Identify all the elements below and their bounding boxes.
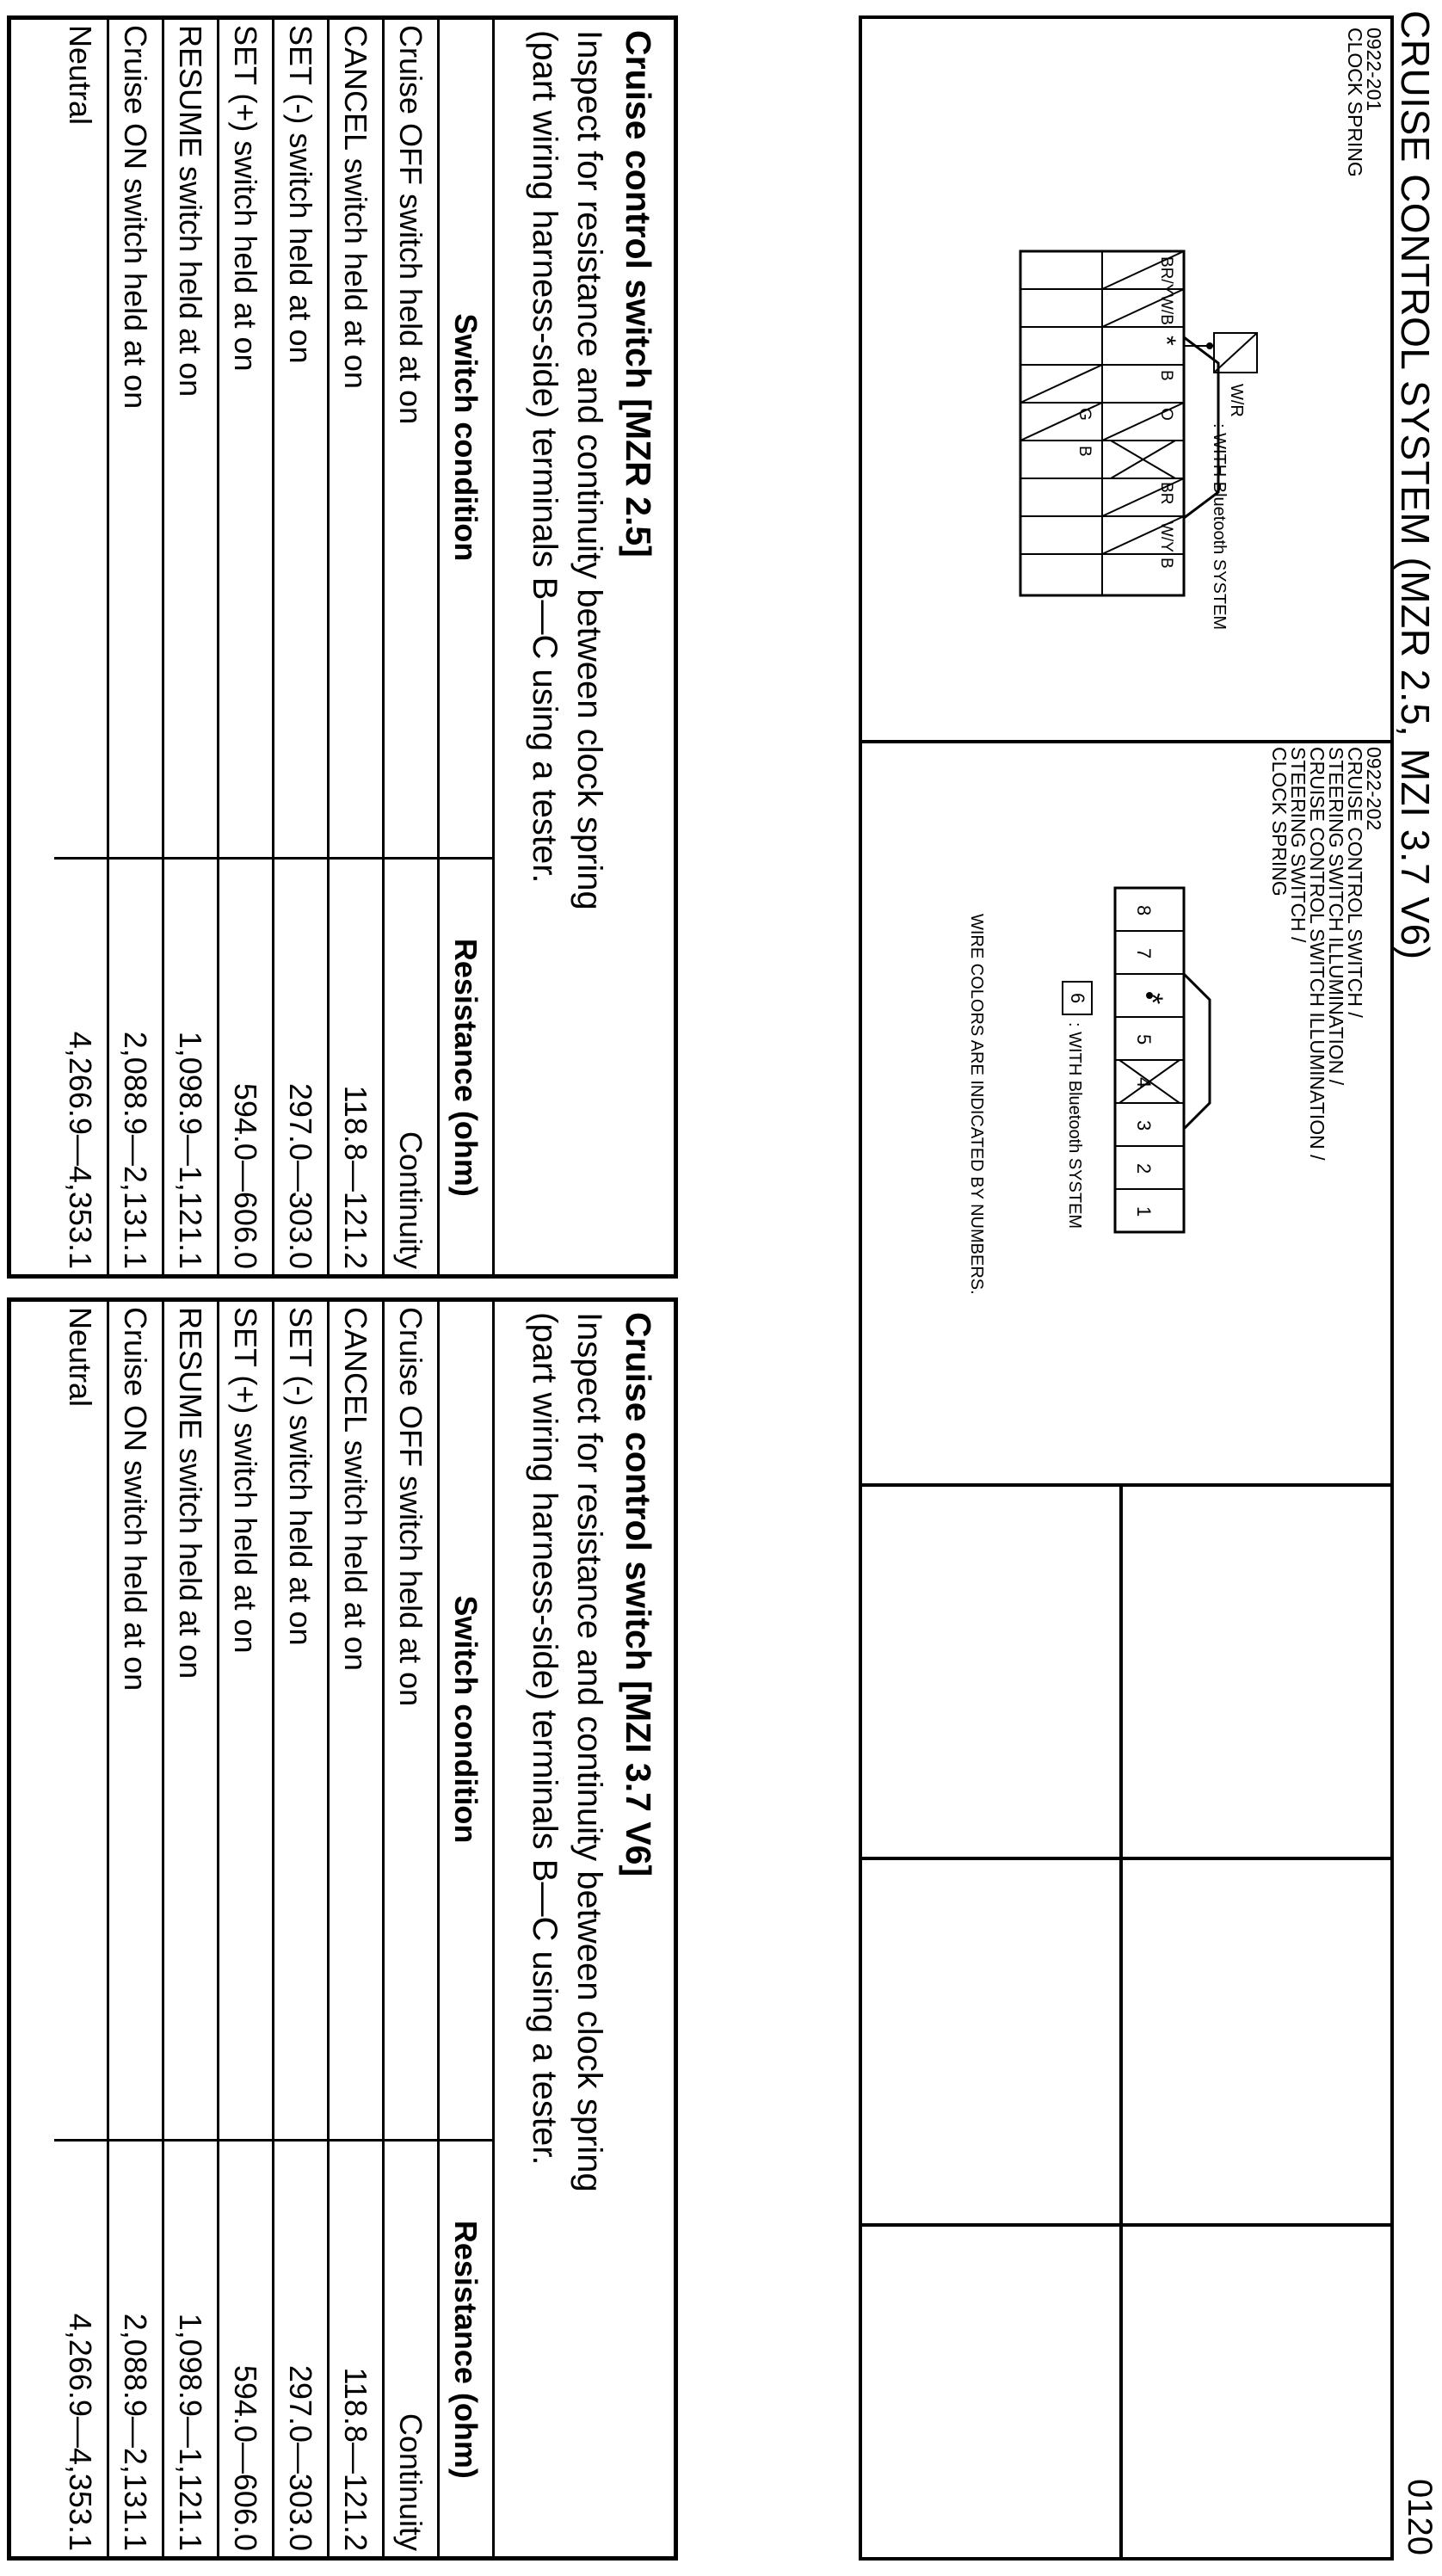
pin-number: * bbox=[1136, 993, 1168, 1005]
wire-label: * bbox=[1152, 336, 1180, 346]
switch-condition-cell: RESUME switch held at on bbox=[163, 1299, 219, 2141]
table-row bbox=[329, 17, 384, 1278]
connector-code: 0922-201 bbox=[1363, 28, 1385, 112]
switch-condition-cell: RESUME switch held at on bbox=[163, 17, 219, 859]
column-header: Resistance (ohm) bbox=[439, 858, 494, 1277]
switch-connector-diagram bbox=[1098, 862, 1218, 1258]
divider bbox=[1119, 1483, 1123, 2557]
pin-box bbox=[1062, 981, 1093, 1015]
connector-name-line: STEERING SWITCH ILLUMINATION / bbox=[1325, 747, 1347, 1086]
wire-label: O bbox=[1157, 408, 1175, 421]
switch-condition-cell: SET (+) switch held at on bbox=[219, 1299, 274, 2141]
switch-condition-cell: Neutral bbox=[54, 17, 108, 859]
table-row bbox=[219, 17, 274, 1278]
wire-label: B bbox=[1157, 558, 1175, 569]
resistance-table bbox=[54, 1297, 495, 2561]
resistance-cell: 2,088.9—2,131.1 bbox=[108, 2140, 163, 2559]
wire-label: W/B bbox=[1157, 294, 1175, 325]
connector-code: 0922-202 bbox=[1363, 747, 1385, 831]
panel-title: Cruise control switch [MZI 3.7 V6] bbox=[619, 1312, 658, 1877]
resistance-cell: 297.0—303.0 bbox=[274, 858, 329, 1277]
table-row bbox=[329, 1299, 384, 2560]
resistance-cell: Continuity bbox=[384, 858, 439, 1277]
panel-instruction: Inspect for resistance and continuity between clock spring bbox=[570, 1312, 608, 2192]
switch-condition-cell: SET (-) switch held at on bbox=[274, 17, 329, 859]
table-row bbox=[274, 17, 329, 1278]
divider bbox=[862, 2223, 1390, 2227]
table-row bbox=[108, 17, 163, 1278]
panel-instruction: (part wiring harness-side) terminals B—C using a tester. bbox=[526, 30, 564, 884]
table-row bbox=[54, 1299, 108, 2560]
pin-number: 5 bbox=[1133, 1034, 1155, 1045]
pin-number: 7 bbox=[1133, 948, 1155, 959]
table-row bbox=[163, 17, 219, 1278]
pin-number: 1 bbox=[1133, 1206, 1155, 1217]
resistance-cell: 4,266.9—4,353.1 bbox=[54, 2140, 108, 2559]
table-row bbox=[384, 1299, 439, 2560]
wire-label: G bbox=[1075, 408, 1094, 421]
divider bbox=[862, 740, 1390, 743]
connector-name-line: CRUISE CONTROL SWITCH ILLUMINATION / bbox=[1306, 747, 1328, 1161]
resistance-table bbox=[54, 15, 495, 1279]
switch-condition-cell: CANCEL switch held at on bbox=[329, 1299, 384, 2141]
spec-panel-mzr25 bbox=[7, 15, 678, 1279]
switch-condition-cell: Cruise ON switch held at on bbox=[108, 1299, 163, 2141]
pin-box-number: 6 bbox=[1067, 993, 1088, 1004]
pin-number: 3 bbox=[1133, 1120, 1155, 1131]
switch-condition-cell: SET (-) switch held at on bbox=[274, 1299, 329, 2141]
wire-label: W/R bbox=[1227, 384, 1246, 417]
resistance-cell: 118.8—121.2 bbox=[329, 858, 384, 1277]
resistance-cell: 2,088.9—2,131.1 bbox=[108, 858, 163, 1277]
table-header-row bbox=[439, 17, 494, 1278]
wire-label: BR bbox=[1157, 482, 1175, 505]
table-header-row bbox=[439, 1299, 494, 2560]
switch-condition-cell: SET (+) switch held at on bbox=[219, 17, 274, 859]
switch-condition-cell: Cruise ON switch held at on bbox=[108, 17, 163, 859]
wire-label: BR/Y bbox=[1157, 256, 1175, 295]
resistance-cell: 4,266.9—4,353.1 bbox=[54, 858, 108, 1277]
resistance-cell: 1,098.9—1,121.1 bbox=[163, 858, 219, 1277]
column-header: Resistance (ohm) bbox=[439, 2140, 494, 2559]
wire-label: W/Y bbox=[1157, 521, 1175, 552]
connector-name: CLOCK SPRING bbox=[1344, 28, 1366, 177]
pin-number: 8 bbox=[1133, 905, 1155, 916]
table-row bbox=[108, 1299, 163, 2560]
switch-condition-cell: CANCEL switch held at on bbox=[329, 17, 384, 859]
resistance-cell: 594.0—606.0 bbox=[219, 2140, 274, 2559]
pin-number: 4 bbox=[1133, 1077, 1155, 1088]
resistance-cell: 118.8—121.2 bbox=[329, 2140, 384, 2559]
column-header: Switch condition bbox=[439, 17, 494, 859]
table-row bbox=[274, 1299, 329, 2560]
wire-label: B bbox=[1075, 446, 1094, 457]
spec-panel-mzi37 bbox=[7, 1297, 678, 2561]
pin-number: 2 bbox=[1133, 1163, 1155, 1174]
panel-instruction: Inspect for resistance and continuity between clock spring bbox=[570, 30, 608, 910]
connector-note: : WITH Bluetooth SYSTEM bbox=[1065, 1022, 1084, 1229]
resistance-cell: 1,098.9—1,121.1 bbox=[163, 2140, 219, 2559]
wire-label: B bbox=[1157, 370, 1175, 381]
resistance-cell: Continuity bbox=[384, 2140, 439, 2559]
divider bbox=[862, 1857, 1390, 1860]
connector-name-line: STEERING SWITCH / bbox=[1287, 747, 1310, 943]
table-row bbox=[384, 17, 439, 1278]
switch-condition-cell: Neutral bbox=[54, 1299, 108, 2141]
table-row bbox=[163, 1299, 219, 2560]
panel-instruction: (part wiring harness-side) terminals B—C using a tester. bbox=[526, 1312, 564, 2166]
connector-diagram-box bbox=[859, 15, 1394, 2561]
resistance-cell: 297.0—303.0 bbox=[274, 2140, 329, 2559]
table-row bbox=[54, 17, 108, 1278]
connector-name-line: CLOCK SPRING bbox=[1268, 747, 1291, 897]
wire-color-footnote: WIRE COLORS ARE INDICATED BY NUMBERS. bbox=[967, 914, 986, 1295]
switch-condition-cell: Cruise OFF switch held at on bbox=[384, 1299, 439, 2141]
divider bbox=[862, 1483, 1390, 1487]
page-number: 0120 bbox=[1401, 2479, 1439, 2555]
column-header: Switch condition bbox=[439, 1299, 494, 2141]
connector-note: : WITH Bluetooth SYSTEM bbox=[1210, 423, 1229, 631]
resistance-cell: 594.0—606.0 bbox=[219, 858, 274, 1277]
page-title: CRUISE CONTROL SYSTEM (MZR 2.5, MZI 3.7 V6) bbox=[1393, 10, 1438, 960]
table-row bbox=[219, 1299, 274, 2560]
connector-name-line: CRUISE CONTROL SWITCH / bbox=[1344, 747, 1366, 1018]
switch-condition-cell: Cruise OFF switch held at on bbox=[384, 17, 439, 859]
panel-title: Cruise control switch [MZR 2.5] bbox=[619, 30, 658, 558]
